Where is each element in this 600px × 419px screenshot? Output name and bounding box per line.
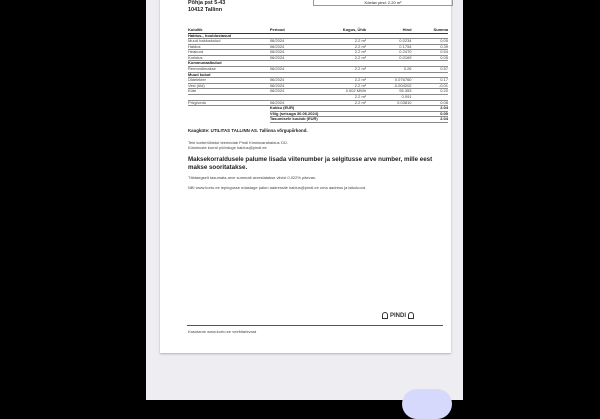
table-cell: 2.2 m² xyxy=(307,50,366,56)
column-header: Kogus, Ühik xyxy=(307,27,366,33)
column-header: Summa xyxy=(412,27,448,33)
house-icon xyxy=(408,312,414,319)
document-viewer[interactable] xyxy=(146,0,463,400)
table-cell: 06/2024 xyxy=(270,78,308,84)
floating-action-button[interactable] xyxy=(402,389,452,419)
debt-row-label: Võlg (seisuga 30.06.2024) xyxy=(270,111,412,117)
table-cell: 0.08 xyxy=(412,100,448,106)
table-cell: Haldus xyxy=(188,44,270,50)
address xyxy=(188,0,308,14)
table-cell: 0.2470 xyxy=(366,50,411,56)
payable-row xyxy=(188,117,448,123)
table-cell: 0.076760 xyxy=(366,78,411,84)
table-cell: Vesi (üld) xyxy=(188,83,270,89)
table-cell: -0.01 xyxy=(412,83,448,89)
house-icon xyxy=(382,312,388,319)
table-cell: 06/2024 xyxy=(270,39,308,45)
table-cell: 2.2 m² xyxy=(307,39,366,45)
nb-text: NB! www.korto.ee lepingusse edastage palun aadressile haldus@pindi.ee oma aadress ja isikukood. xyxy=(188,185,367,190)
table-cell: 0.05 xyxy=(412,39,448,45)
logo-text: PINDI xyxy=(390,312,407,319)
table-cell: 2.2 m² xyxy=(307,55,366,61)
table-cell: 0.39 xyxy=(412,44,448,50)
table-cell: 06/2024 xyxy=(270,44,308,50)
table-cell: 06/2024 xyxy=(270,55,308,61)
table-cell: Prügivedu xyxy=(188,100,270,106)
table-cell: Üldelekter xyxy=(188,78,270,84)
table-cell: 0.0234 xyxy=(366,39,411,45)
table-cell: 06/2024 xyxy=(270,83,308,89)
table-cell: 2.2 m² xyxy=(307,44,366,50)
service-text xyxy=(188,140,448,151)
invoice-content xyxy=(188,0,448,191)
pindi-logo xyxy=(382,312,414,319)
charges-table xyxy=(188,27,448,123)
table-cell: Muud halduskulud xyxy=(188,39,270,45)
table-cell: 06/2024 xyxy=(270,67,308,73)
heated-area: Köetav pind: 2.20 m² xyxy=(364,0,402,5)
footer-divider xyxy=(187,325,443,326)
table-cell: 0.091 xyxy=(366,95,411,101)
column-header: Periood xyxy=(270,27,308,33)
service-line: Teie korteriühistut teenindab Pindi Kinnisvarahaldus OÜ. xyxy=(188,139,288,145)
total-row-value: 2.04 xyxy=(412,106,448,112)
invoice-page xyxy=(160,0,451,353)
seller-text: Kaugküte: UTILITAS TALLINN AS. Tallinna võrgupiirkond. xyxy=(188,128,308,133)
payable-row-label: Tasumisele kuulub (EUR) xyxy=(270,117,412,123)
table-cell: 0.57 xyxy=(412,67,448,73)
table-cell: 2.2 m² xyxy=(307,100,366,106)
table-cell: 2.2 m² xyxy=(307,83,366,89)
contact-line: Küsimuste korral pöörduge haldus@pindi.ee xyxy=(188,145,267,150)
table-cell: 2.2 m² xyxy=(307,95,366,101)
table-cell: 0.17 xyxy=(412,78,448,84)
table-cell: Küte xyxy=(188,89,270,95)
debt-row-value: 0.00 xyxy=(412,111,448,117)
table-cell: 06/2024 xyxy=(270,89,308,95)
table-cell: 0.26 xyxy=(366,67,411,73)
table-cell: 0.03810 xyxy=(366,100,411,106)
table-cell: 2.2 m² xyxy=(307,78,366,84)
table-cell: 0.20 xyxy=(412,89,448,95)
table-cell: 0.002 MWh xyxy=(307,89,366,95)
footer-text: Kasutame www.korto.ee veebitarkvara xyxy=(188,329,257,334)
payment-notice: Maksekorraldusele palume lisada viitenumber ja selgitusse arve number, mille eest makse sooritatakse. xyxy=(188,155,433,171)
column-header: Hind xyxy=(366,27,411,33)
section-title: Haldus-, hooldustasud xyxy=(188,33,448,39)
section-title: Kommunaalkulud xyxy=(188,61,448,67)
blank xyxy=(188,117,270,123)
section-title: Muud kulud xyxy=(188,72,448,78)
interest-text: Tähtaegselt tasumata arve summalt arvestatakse viivist 0,022% päevas. xyxy=(188,174,317,180)
address-line: Põhja pst 5-43 xyxy=(188,0,226,6)
table-cell: Koristus xyxy=(188,55,270,61)
table-cell: 95.353 xyxy=(366,89,411,95)
table-cell: 06/2024 xyxy=(270,50,308,56)
table-cell: 06/2024 xyxy=(270,100,308,106)
table-cell: 0.1754 xyxy=(366,44,411,50)
table-cell: -0.004202 xyxy=(366,83,411,89)
table-cell: 0.54 xyxy=(412,50,448,56)
column-header: Kululiik xyxy=(188,27,270,33)
table-cell: Remondimakse xyxy=(188,67,270,73)
total-row-label: Kokku (EUR) xyxy=(270,106,412,112)
table-cell: 0.0169 xyxy=(366,55,411,61)
address-city: 10412 Tallinn xyxy=(188,7,223,13)
payable-row-value: 2.04 xyxy=(412,117,448,123)
table-cell: 2.2 m² xyxy=(307,67,366,73)
table-cell: Heakord xyxy=(188,50,270,56)
table-cell: 0.05 xyxy=(412,55,448,61)
